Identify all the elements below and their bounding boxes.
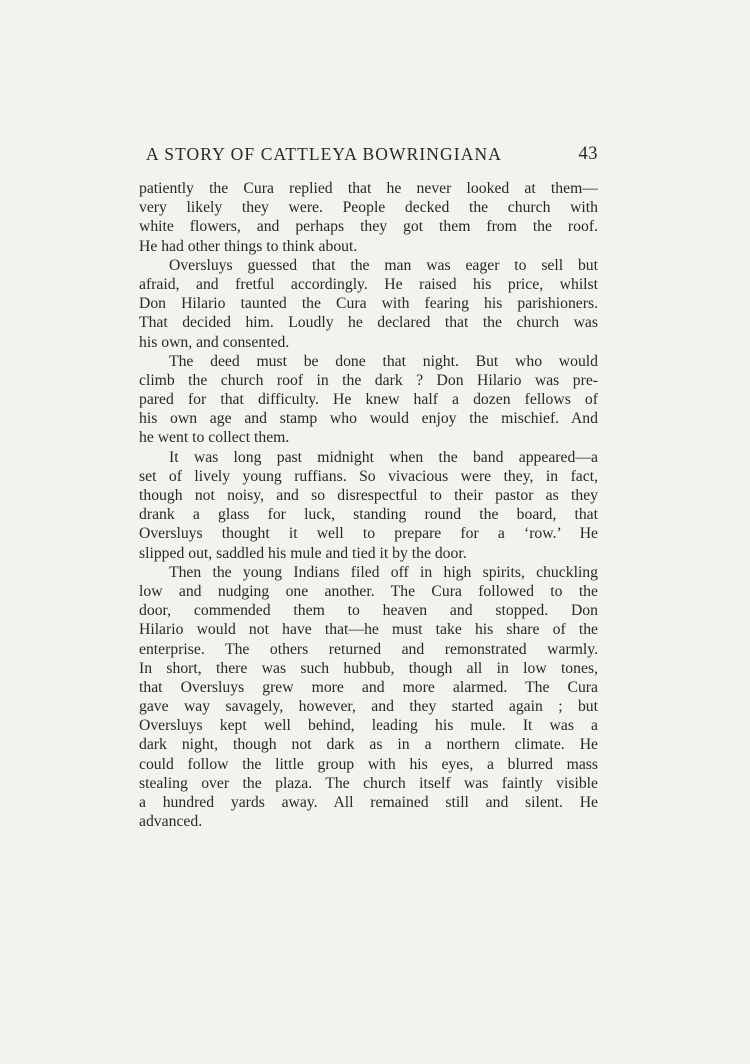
text-line: Then the young Indians filed off in high spirits, chuckling	[169, 563, 598, 581]
text-line: enterprise. The others returned and remonstrated warmly.	[139, 640, 598, 658]
text-line: That decided him. Loudly he declared that the church was	[139, 314, 598, 332]
text-line: door, commended them to heaven and stopped. Don	[139, 602, 598, 620]
text-line: Oversluys thought it well to prepare for a ‘row.’ He	[139, 525, 598, 543]
text-line: In short, there was such hubbub, though all in low tones,	[139, 659, 598, 677]
text-line: Hilario would not have that—he must take his share of the	[139, 621, 598, 639]
body-text	[139, 179, 598, 831]
text-line: He had other things to think about.	[139, 237, 358, 255]
text-line: his own, and consented.	[139, 333, 290, 351]
text-line: his own age and stamp who would enjoy the mischief. And	[139, 410, 598, 428]
text-line: a hundred yards away. All remained still and silent. He	[139, 794, 598, 811]
text-line: low and nudging one another. The Cura followed to the	[139, 582, 598, 600]
text-line: could follow the little group with his eyes, a blurred mass	[139, 755, 598, 773]
text-line: though not noisy, and so disrespectful to their pastor as they	[139, 487, 598, 504]
running-title: A STORY OF CATTLEYA BOWRINGIANA	[146, 144, 502, 164]
text-line: set of lively young ruffians. So vivacious were they, in fact,	[139, 467, 598, 485]
text-line: gave way savagely, however, and they started again ; but	[139, 698, 598, 716]
text-line: patiently the Cura replied that he never looked at them—	[139, 180, 598, 197]
text-line: It was long past midnight when the band appeared—a	[169, 448, 598, 466]
text-line: white flowers, and perhaps they got them from the roof.	[139, 218, 598, 236]
text-line: Don Hilario taunted the Cura with fearing his parishioners.	[139, 295, 598, 313]
text-line: advanced.	[139, 813, 203, 831]
text-line: Oversluys guessed that the man was eager to sell but	[169, 256, 598, 274]
text-line: slipped out, saddled his mule and tied it by the door.	[139, 544, 467, 562]
text-line: that Oversluys grew more and more alarmed. The Cura	[139, 678, 598, 696]
text-line: he went to collect them.	[139, 429, 290, 447]
text-line: afraid, and fretful accordingly. He raised his price, whilst	[139, 275, 598, 293]
running-head	[146, 144, 598, 170]
text-line: stealing over the plaza. The church itself was faintly visible	[139, 774, 598, 792]
page-number: 43	[578, 144, 598, 164]
text-line: pared for that difficulty. He knew half a dozen fellows of	[139, 391, 598, 409]
text-line: Oversluys kept well behind, leading his mule. It was a	[139, 717, 598, 735]
text-line: climb the church roof in the dark ? Don Hilario was pre-	[139, 371, 598, 389]
text-line: dark night, though not dark as in a northern climate. He	[139, 736, 598, 754]
text-line: very likely they were. People decked the church with	[139, 199, 598, 217]
text-line: The deed must be done that night. But who would	[169, 352, 598, 370]
text-line: drank a glass for luck, standing round the board, that	[139, 506, 598, 524]
